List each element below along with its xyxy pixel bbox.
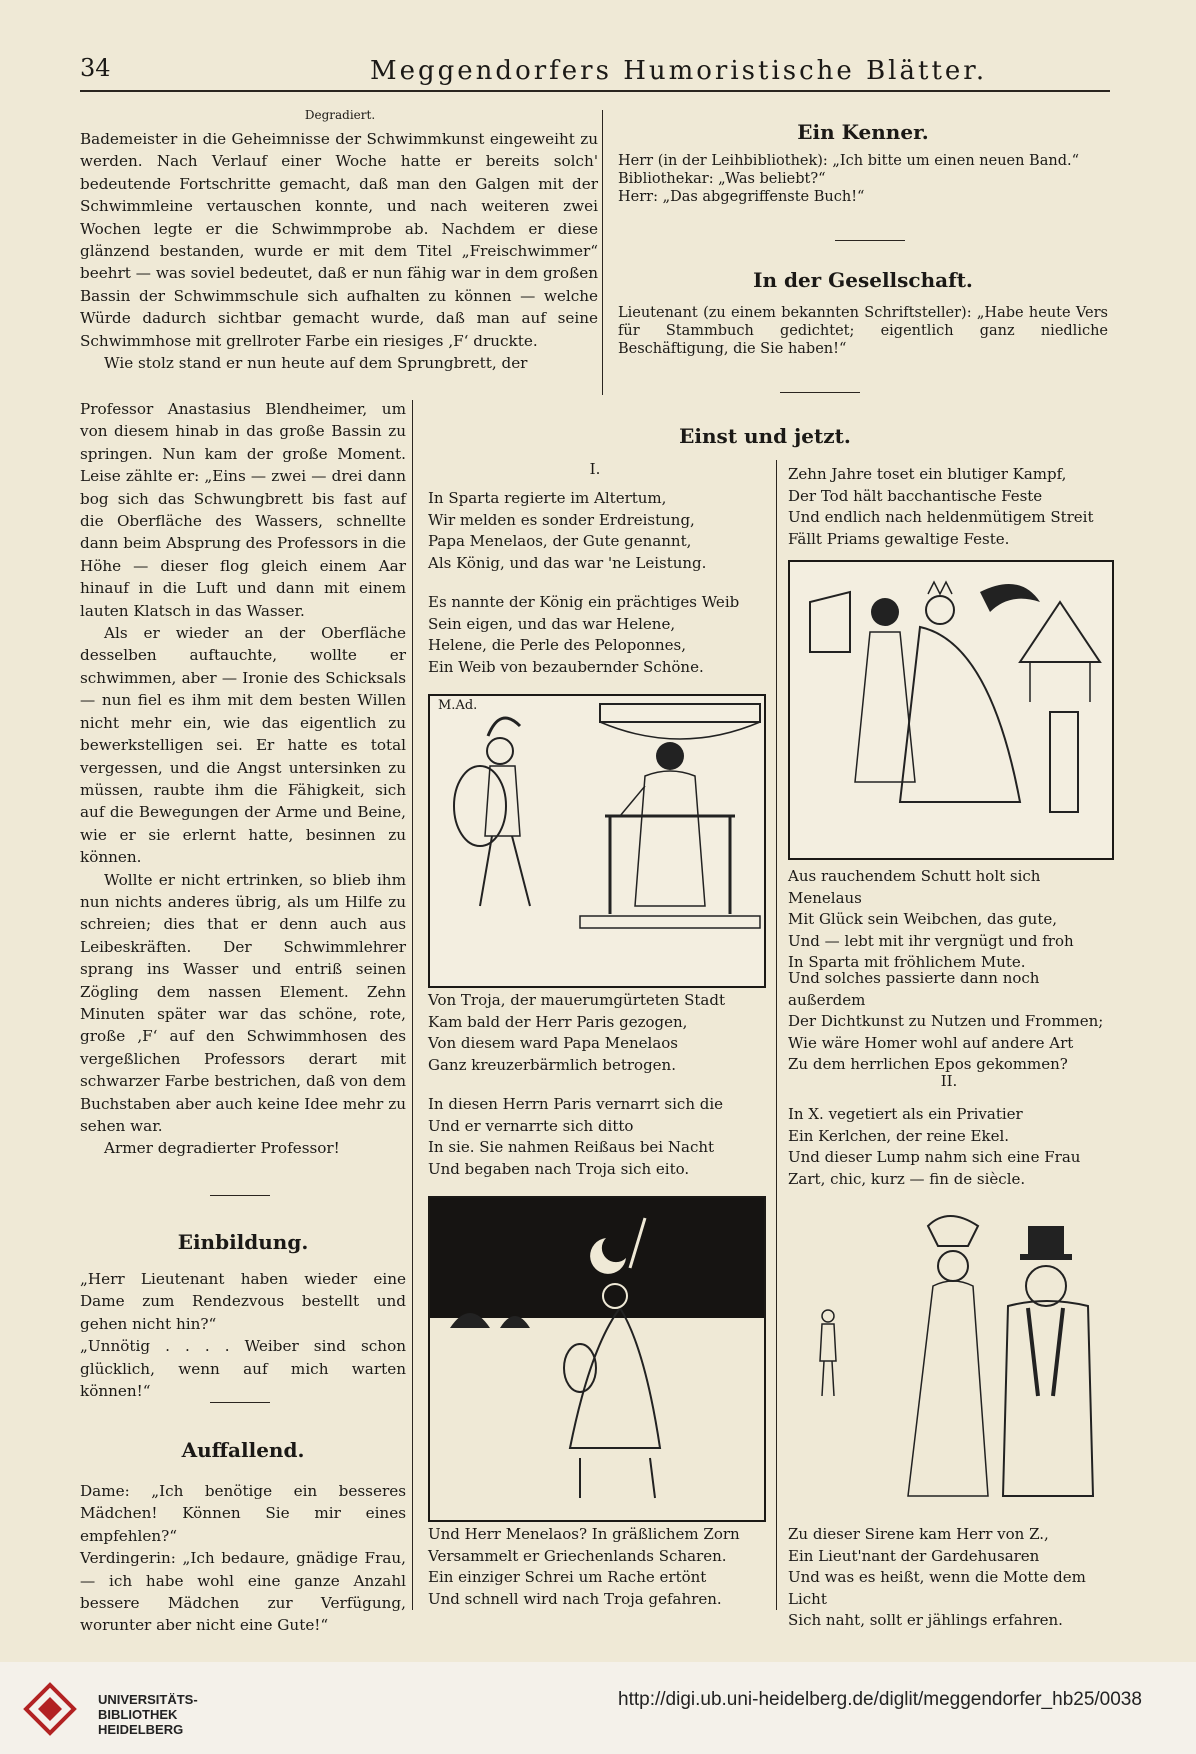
stanza: In X. vegetiert als ein Privatier Ein Kerlchen, der reine Ekel. Und dieser Lump nahm sich eine Frau Zart, chic, kurz — fin de siècle. bbox=[788, 1105, 1081, 1188]
einst-heading: Einst und jetzt. bbox=[679, 424, 851, 448]
gesellschaft-text: Lieutenant (zu einem bekannten Schriftsteller): „Habe heute Vers für Stammbuch gedichtet; eigentlich ganz niedliche Beschäftigung, die Sie haben!“ bbox=[618, 305, 1108, 357]
kenner-heading: Ein Kenner. bbox=[797, 120, 929, 144]
section-divider bbox=[835, 240, 905, 241]
stanza: In diesen Herrn Paris vernarrt sich die Und er vernarrte sich ditto In sie. Sie nahmen Reißaus bei Nacht Und begaben nach Troja sich eito. bbox=[428, 1095, 724, 1178]
section-divider bbox=[210, 1195, 270, 1196]
column-rule bbox=[412, 400, 413, 1610]
kenner-line: Bibliothekar: „Was beliebt?“ bbox=[618, 171, 826, 187]
stanza: Zu dieser Sirene kam Herr von Z., Ein Lieut'nant der Gardehusaren Und was es heißt, wenn die Motte dem Licht Sich naht, sollt er jählings erfahren. bbox=[788, 1525, 1086, 1629]
einbildung-line: „Herr Lieutenant haben wieder eine Dame zum Rendezvous bestellt und gehen nicht hin?“ bbox=[80, 1270, 406, 1333]
degradiert-text-narrow bbox=[80, 398, 406, 1160]
degradiert-text-wide bbox=[80, 128, 598, 374]
degradiert-paragraph: Bademeister in die Geheimnisse der Schwimmkunst eingeweiht zu werden. Nach Verlauf einer Woche hatte er bereits solch' bedeutende Fortschritte gemacht, daß man den Galgen mit der Schwimmleine vertauschen konnte, und nach weiteren zwei Wochen legte er die Schwimmprobe ab. Nachdem er diese glänzend bestanden, wurde er mit dem Titel „Freischwimmer“ beehrt — was soviel bedeutet, daß er nun fähig war in dem großen Bassin der Schwimmschule sich aufhalten zu können — welche Würde dadurch sichtbar gemacht wurde, daß man auf seine Schwimmhose mit grellroter Farbe ein riesiges ‚F‘ druckte. bbox=[80, 130, 598, 350]
column-rule bbox=[602, 110, 603, 395]
stanza: Von Troja, der mauerumgürteten Stadt Kam bald der Herr Paris gezogen, Von diesem ward Papa Menelaos Ganz kreuzerbärmlich betrogen. bbox=[428, 991, 725, 1074]
column-rule bbox=[776, 460, 777, 1610]
auffallend-line: Verdingerin: „Ich bedaure, gnädige Frau, — ich habe wohl eine ganze Anzahl bessere Mädchen zur Verfügung, worunter aber nicht eine Gute!“ bbox=[80, 1549, 406, 1635]
kenner-text bbox=[618, 152, 1108, 206]
section-divider bbox=[780, 392, 860, 393]
illustration-drawing bbox=[430, 696, 764, 986]
gesellschaft-heading: In der Gesellschaft. bbox=[753, 268, 973, 292]
stanza: In Sparta regierte im Altertum, Wir melden es sonder Erdreistung, Papa Menelaos, der Gute genannt, Als König, und das war 'ne Leistung. bbox=[428, 489, 707, 572]
library-logo-icon bbox=[22, 1681, 78, 1737]
auffallend-line: Dame: „Ich benötige ein besseres Mädchen! Können Sie mir eines empfehlen?“ bbox=[80, 1482, 406, 1545]
illustration-couple bbox=[788, 1196, 1110, 1516]
auffallend-text bbox=[80, 1480, 406, 1637]
stanza: Es nannte der König ein prächtiges Weib Sein eigen, und das war Helene, Helene, die Perle des Peloponnes, Ein Weib von bezaubernder Schöne. bbox=[428, 593, 740, 676]
degradiert-paragraph: Als er wieder an der Oberfläche desselben auftauchte, wollte er schwimmen, aber — Ironie des Schicksals — nun fiel es ihm mit dem besten Willen nicht mehr ein, wie das eigentlich zu bewerkstelligen sei. Er hatte es total vergessen, und die Angst untersinken zu müssen, raubte ihm die Fähigkeit, sich auf die Bewegungen der Arme und Beine, wie er sie erlernt hatte, besinnen zu können. bbox=[80, 624, 406, 867]
degradiert-paragraph: Armer degradierter Professor! bbox=[104, 1139, 340, 1158]
page-number: 34 bbox=[80, 54, 111, 82]
part-one-label: I. bbox=[589, 460, 601, 478]
degradiert-heading: Degradiert. bbox=[304, 108, 376, 122]
illustration-drawing bbox=[788, 1196, 1110, 1516]
kenner-line: Herr (in der Leihbibliothek): „Ich bitte um einen neuen Band.“ bbox=[618, 153, 1080, 169]
stanza: Aus rauchendem Schutt holt sich Menelaus Mit Glück sein Weibchen, das gute, Und — lebt mit ihr vergnügt und froh In Sparta mit fröhlichem Mute. bbox=[788, 867, 1074, 971]
degradiert-paragraph: Wie stolz stand er nun heute auf dem Sprungbrett, der bbox=[104, 354, 528, 373]
einbildung-line: „Unnötig . . . . Weiber sind schon glücklich, wenn auf mich warten können!“ bbox=[80, 1337, 406, 1401]
stanza: Und Herr Menelaos? In gräßlichem Zorn Versammelt er Griechenlands Scharen. Ein einziger Schrei um Rache ertönt Und schnell wird nach Troja gefahren. bbox=[428, 1525, 740, 1608]
kenner-line: Herr: „Das abgegriffenste Buch!“ bbox=[618, 189, 865, 205]
stanza: Zehn Jahre toset ein blutiger Kampf, Der Tod hält bacchantische Feste Und endlich nach heldenmütigem Streit Fällt Priams gewaltige Feste. bbox=[788, 465, 1094, 548]
illustration-drawing bbox=[790, 562, 1112, 858]
einbildung-heading: Einbildung. bbox=[177, 1230, 309, 1254]
stanza: Und solches passierte dann noch außerdem Der Dichtkunst zu Nutzen und Frommen; Wie wäre Homer wohl auf andere Art Zu dem herrlichen Epos gekommen? bbox=[788, 969, 1104, 1073]
section-divider bbox=[210, 1402, 270, 1403]
source-url-link[interactable]: http://digi.ub.uni-heidelberg.de/diglit/meggendorfer_hb25/0038 bbox=[618, 1689, 1142, 1710]
einbildung-text bbox=[80, 1268, 406, 1402]
illustration-menelaos-helene bbox=[428, 694, 766, 988]
illustration-drawing bbox=[430, 1198, 764, 1520]
library-name: UNIVERSITÄTS- BIBLIOTHEK HEIDELBERG bbox=[98, 1692, 198, 1737]
part-two-label: II. bbox=[940, 1072, 958, 1090]
auffallend-heading: Auffallend. bbox=[181, 1438, 305, 1462]
degradiert-paragraph: Professor Anastasius Blendheimer, um von diesem hinab in das große Bassin zu springen. Nun kam der große Moment. Leise zählte er: „Eins — zwei — drei dann bog sich das Schwungbrett bis fast auf die Oberfläche des Wassers, schnellte dann beim Absprung des Professors in die Höhe — dieser flog gleich einem Aar hinauf in die Luft und dann mit einem lauten Klatsch in das Wasser. bbox=[80, 400, 406, 620]
header-rule bbox=[80, 90, 1110, 92]
journal-title: Meggendorfers Humoristische Blätter. bbox=[370, 56, 988, 86]
illustration-signature: M.Ad. bbox=[438, 698, 478, 713]
illustration-reunion bbox=[788, 560, 1114, 860]
illustration-night-ride bbox=[428, 1196, 766, 1522]
degradiert-paragraph: Wollte er nicht ertrinken, so blieb ihm nun nichts anderes übrig, als um Hilfe zu schreien; dies that er denn auch aus Leibeskräften. Der Schwimmlehrer sprang ins Wasser und entriß seinen Zögling dem nassen Element. Zehn Minuten später war das schöne, rote, große ‚F‘ auf den Schwimmhosen des vergeßlichen Professors derart mit schwarzer Farbe bestrichen, daß von dem Buchstaben aber auch keine Idee mehr zu sehen war. bbox=[80, 870, 406, 1135]
